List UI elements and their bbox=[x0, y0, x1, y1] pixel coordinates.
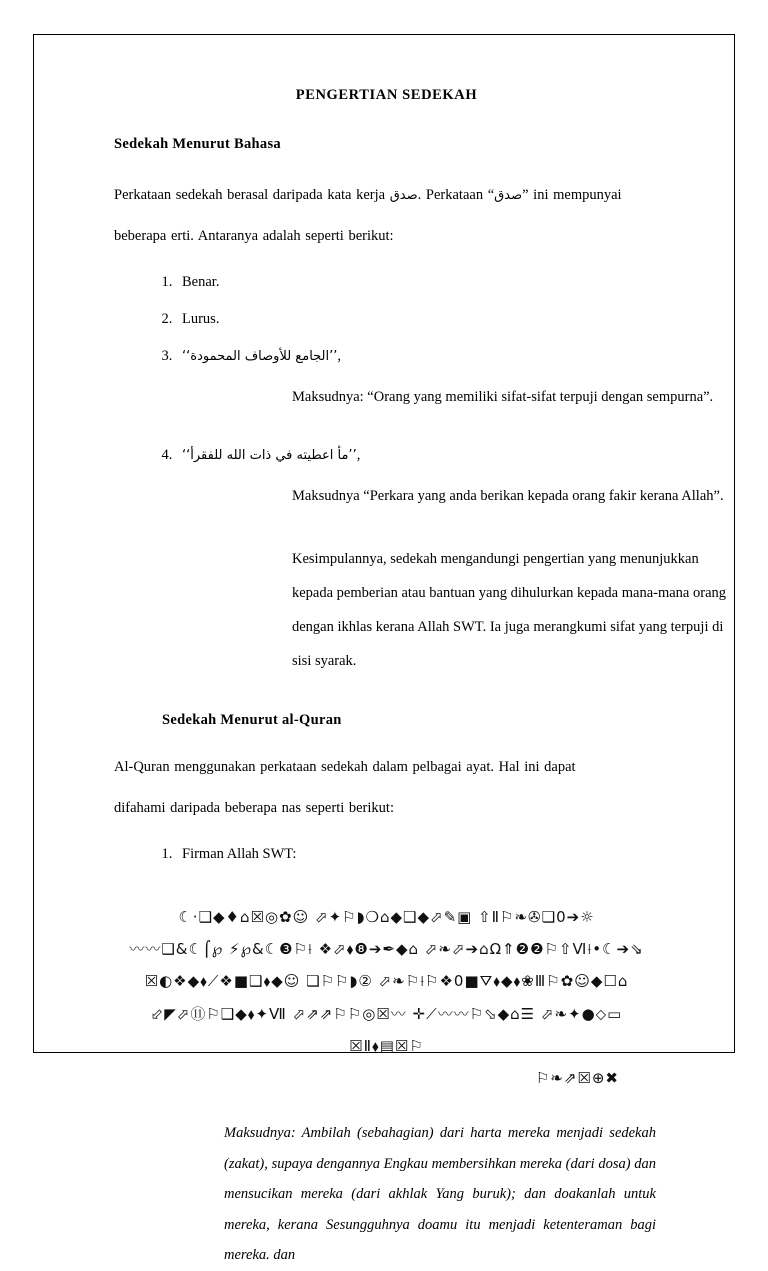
list-item bbox=[176, 842, 659, 867]
list-item bbox=[176, 270, 659, 295]
arabic-quote-3: ’’الجامع للأوصاف المحمودة‘‘ bbox=[182, 348, 338, 364]
list-item-label-firman: Firman Allah SWT: bbox=[182, 846, 297, 863]
section-heading-bahasa: Sedekah Menurut Bahasa bbox=[114, 136, 281, 152]
list-item-label-benar: Benar. bbox=[182, 274, 220, 291]
arabic-word-sadaqa-1: صدق bbox=[389, 188, 418, 203]
section-heading-quran: Sedekah Menurut al-Quran bbox=[162, 711, 342, 728]
quran-verse-symbols bbox=[114, 901, 659, 1095]
meaning-text-3: Maksudnya: “Orang yang memiliki sifat-sifat terpuji dengan sempurna”. bbox=[292, 389, 714, 406]
arabic-word-sadaqa-2: صدق bbox=[494, 188, 523, 203]
arabic-quote-3-note: , bbox=[337, 347, 342, 364]
verse-line-1: ☾·❑◆♦⌂☒◎✿☺ ⬀✦⚐◗❍⌂◆❑◆⬀✎▣ ⇧Ⅱ⚐❧✇❏0➔☼ bbox=[178, 907, 595, 926]
list-item bbox=[176, 443, 727, 678]
verse-line-2: 〰〰❑&☾⌠℘ ⚡℘&☾❸⚐⟊ ❖⬀⬧❽➔✒◆⌂ ⬀❧⬀➔⌂Ω⇑❷❷⚐⇧Ⅵ⟊•☾➔⇘ bbox=[129, 940, 644, 959]
list-item bbox=[176, 307, 659, 332]
paragraph-definition-line2: beberapa erti. Antaranya adalah seperti berikut: bbox=[114, 227, 394, 244]
page-title: PENGERTIAN SEDEKAH bbox=[295, 87, 478, 103]
verse-translation: Maksudnya: Ambilah (sebahagian) dari harta mereka menjadi sedekah (zakat), supaya dengannya Engkau membersihkan mereka (dari dosa) dan mensucikan mereka (dari akhlak Yang buruk); dan doakanlah untuk mereka, kerana Sesungguhnya doamu itu menjadi ketenteraman bagi mereka. dan bbox=[224, 1125, 656, 1264]
verse-line-4: ⬃◤⬀⑪⚐❑◆⬧✦Ⅶ ⬀⇗⇗⚐⚐◎☒〰 ✛⟋〰〰⚐⬂◆⌂☰ ⬀❧✦●⬦▭ ☒Ⅱ⬧▤☒⚐ bbox=[150, 1004, 623, 1055]
meaning-list bbox=[114, 270, 727, 678]
conclusion-text: Kesimpulannya, sedekah mengandungi pengertian yang menunjukkan kepada pemberian atau bantuan yang dihulurkan kepada mana-mana orang dengan ikhlas kerana Allah SWT. Ia juga merangkumi sifat yang terpuji di sisi syarak. bbox=[292, 550, 727, 669]
verse-line-3: ☒◐❖◆⬧⟋❖■❑⬧◆☺ ❏⚐⚐◗② ⬀❧⚐⟊⚐❖0■⛛⬧◆⬧❀Ⅲ⚐✿☺◆☐⌂ bbox=[144, 972, 629, 991]
paragraph-definition-line1 bbox=[114, 179, 659, 212]
quran-evidence-list bbox=[114, 842, 659, 867]
paragraph-quran-line2: difahami daripada beberapa nas seperti berikut: bbox=[114, 799, 394, 816]
arabic-quote-4-note: , bbox=[356, 446, 361, 463]
list-item-label-lurus: Lurus. bbox=[182, 310, 220, 327]
meaning-text-4: Maksudnya “Perkara yang anda berikan kepada orang fakir kerana Allah”. bbox=[292, 488, 724, 505]
paragraph-text-part1: Perkataan sedekah berasal daripada kata kerja bbox=[114, 187, 390, 203]
paragraph-text-part3: ” ini mempunyai bbox=[522, 187, 622, 203]
arabic-quote-4: ’’مأ اعطيته في ذات الله للفقرأ‘‘ bbox=[182, 447, 357, 463]
paragraph-text-part2: . Perkataan “ bbox=[417, 187, 495, 203]
paragraph-quran-line1: Al-Quran menggunakan perkataan sedekah dalam pelbagai ayat. Hal ini dapat bbox=[114, 758, 576, 775]
list-item bbox=[176, 344, 714, 439]
verse-line-5: ⚐❧⇗☒⊕✖ bbox=[535, 1069, 619, 1088]
document-page bbox=[33, 34, 735, 1264]
page-content bbox=[114, 87, 727, 1271]
